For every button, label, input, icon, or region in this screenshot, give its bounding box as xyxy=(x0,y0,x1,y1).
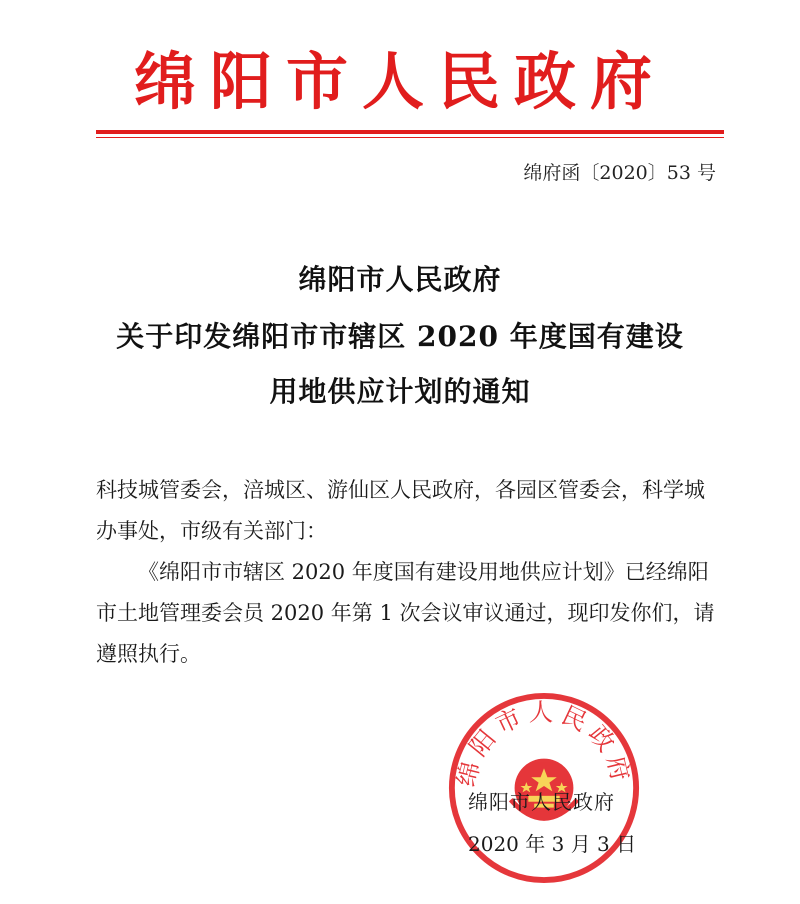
title-line-3: 用地供应计划的通知 xyxy=(269,375,531,408)
issue-date: 2020 年 3 月 3 日 xyxy=(468,832,637,856)
document-number: 绵府函〔2020〕53 号 xyxy=(523,162,716,184)
addressee-paragraph: 科技城管委会，涪城区、游仙区人民政府，各园区管委会，科学城办事处，市级有关部门： xyxy=(96,478,705,543)
signer-name: 绵阳市人民政府 xyxy=(468,790,615,814)
title-line-1: 绵阳市人民政府 xyxy=(298,263,502,296)
header-rule-thick xyxy=(96,130,724,134)
title-line-2: 关于印发绵阳市市辖区 2020 年度国有建设 xyxy=(116,320,684,353)
issuer-title: 绵阳市人民政府 xyxy=(133,45,666,118)
seal-arc-text: 绵阳市人民政府 xyxy=(451,697,637,790)
header-rule-thin xyxy=(96,137,724,138)
body-paragraph: 《绵阳市市辖区 2020 年度国有建设用地供应计划》已经绵阳市土地管理委会员 2020 年第 1 次会议审议通过，现印发你们，请遵照执行。 xyxy=(96,560,715,666)
